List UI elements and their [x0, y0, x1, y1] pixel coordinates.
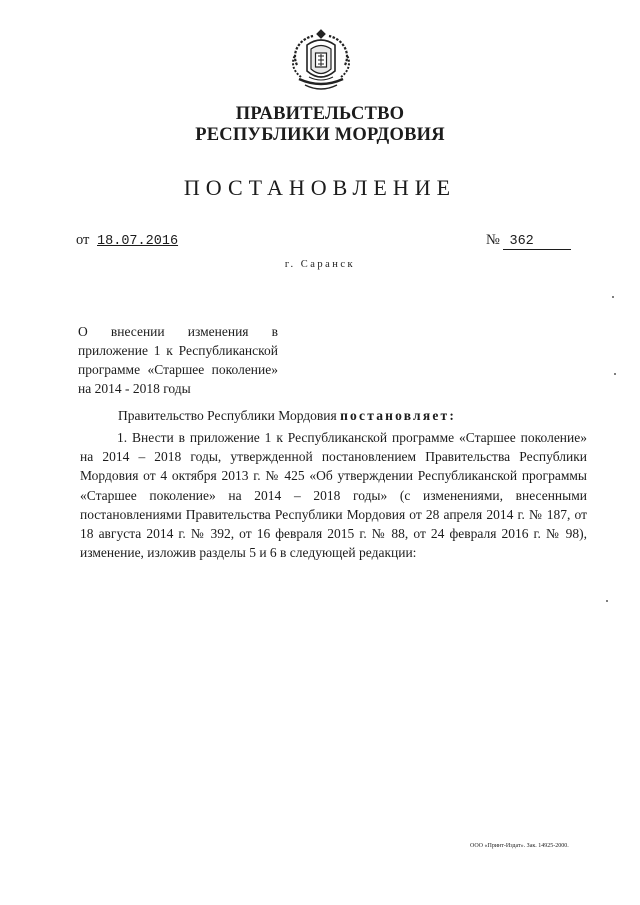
scan-speck	[606, 600, 608, 602]
document-number	[486, 232, 571, 250]
printer-note: ООО «Принт-Издат». Зак. 14925-2000.	[470, 843, 569, 849]
date-prefix: от	[76, 232, 90, 248]
document-subject: О внесении изменения в приложение 1 к Республиканской программе «Старшее поколение» на 2014 - 2018 годы	[78, 324, 278, 396]
scan-speck	[614, 373, 616, 375]
document-date	[76, 232, 182, 249]
preamble-text: Правительство Республики Мордовия	[118, 408, 337, 423]
body-paragraph-1: 1. Внести в приложение 1 к Республиканской программе «Старшее поколение» на 2014 – 2018 годы, утвержденной постановлением Правительства Республики Мордовия от 4 октября 2013 г. № 425 «Об утверждении Республиканской программы «Старшее поколение» на 2014 – 2018 годы» (с изменениями, внесенными постановлениями Правительства Республики Мордовия от 28 апреля 2014 г. № 187, от 18 августа 2014 г. № 392, от 16 февраля 2015 г. № 88, от 24 февраля 2016 г. № 98), изменение, изложив разделы 5 и 6 в следующей редакции:	[80, 430, 587, 561]
government-title-line1: ПРАВИТЕЛЬСТВО	[235, 104, 405, 124]
number-value: 362	[503, 234, 571, 250]
scan-speck	[612, 296, 614, 298]
mordovia-coat-of-arms-icon	[287, 27, 355, 97]
document-type-title: ПОСТАНОВЛЕНИЕ	[183, 175, 457, 200]
preamble	[118, 408, 456, 424]
government-title-line2: РЕСПУБЛИКИ МОРДОВИЯ	[195, 125, 445, 145]
preamble-keyword: постановляет:	[340, 408, 457, 423]
city-label: г. Саранск	[284, 259, 356, 270]
date-value: 18.07.2016	[97, 234, 179, 249]
number-prefix: №	[486, 232, 500, 248]
